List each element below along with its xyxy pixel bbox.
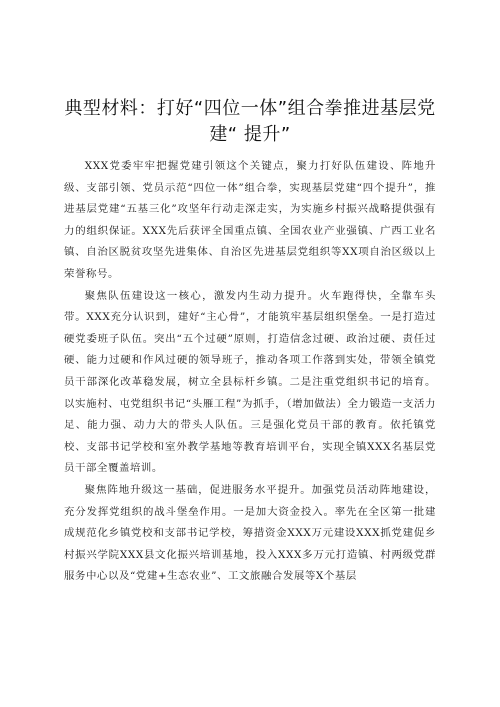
- title-line-1: 典型材料：打好“四位一体”组合拳推进基层党: [64, 98, 436, 119]
- paragraph-position-upgrade: 聚焦阵地升级这一基础，促进服务水平提升。加强党员活动阵地建设，充分发挥党组织的战斗堡垒作用。一是加大资金投入。率先在全区第一批建成规范化乡镇党校和支部书记学校，筹措资金XXX万元建设XXX抓党建促乡村振兴学院XXX县文化振兴培训基地，投入XXX多万元打造镇、村两级党群服务中心以及“党建+生态农业”、工文旅融合发展等X个基层: [64, 483, 436, 583]
- title-line-2: 建“ 提升”: [209, 124, 291, 145]
- document-title: [64, 96, 436, 148]
- paragraph-intro: XXX党委牢牢把握党建引领这个关键点，聚力打好队伍建设、阵地升级、支部引领、党员示范“四位一体”组合拳，实现基层党建“四个提升”，推进基层党建“五基三化”攻坚年行动走深走实，为实施乡村振兴战略提供强有力的组织保证。XXX先后获评全国重点镇、全国农业产业强镇、广西工业名镇、自治区脱贫攻坚先进集体、自治区先进基层党组织等XX项自治区级以上荣誉称号。: [64, 160, 436, 280]
- paragraph-team-building: 聚焦队伍建设这一核心，激发内生动力提升。火车跑得快，全靠车头带。XXX充分认识到，建好“主心骨”，才能筑牢基层组织堡垒。一是打造过硬党委班子队伍。突出“五个过硬”原则，打造信念过硬、政治过硬、责任过硬、能力过硬和作风过硬的领导班子，推动各项工作落到实处，带领全镇党员干部深化改革稳发展，树立全县标杆乡镇。二是注重党组织书记的培育。以实施村、屯党组织书记“头雁工程”为抓手，（增加做法）全力锻造一支活力足、能力强、动力大的带头人队伍。三是强化党员干部的教育。依托镇党校、支部书记学校和室外教学基地等教育培训平台，实现全镇XXX名基层党员干部全覆盖培训。: [64, 289, 436, 475]
